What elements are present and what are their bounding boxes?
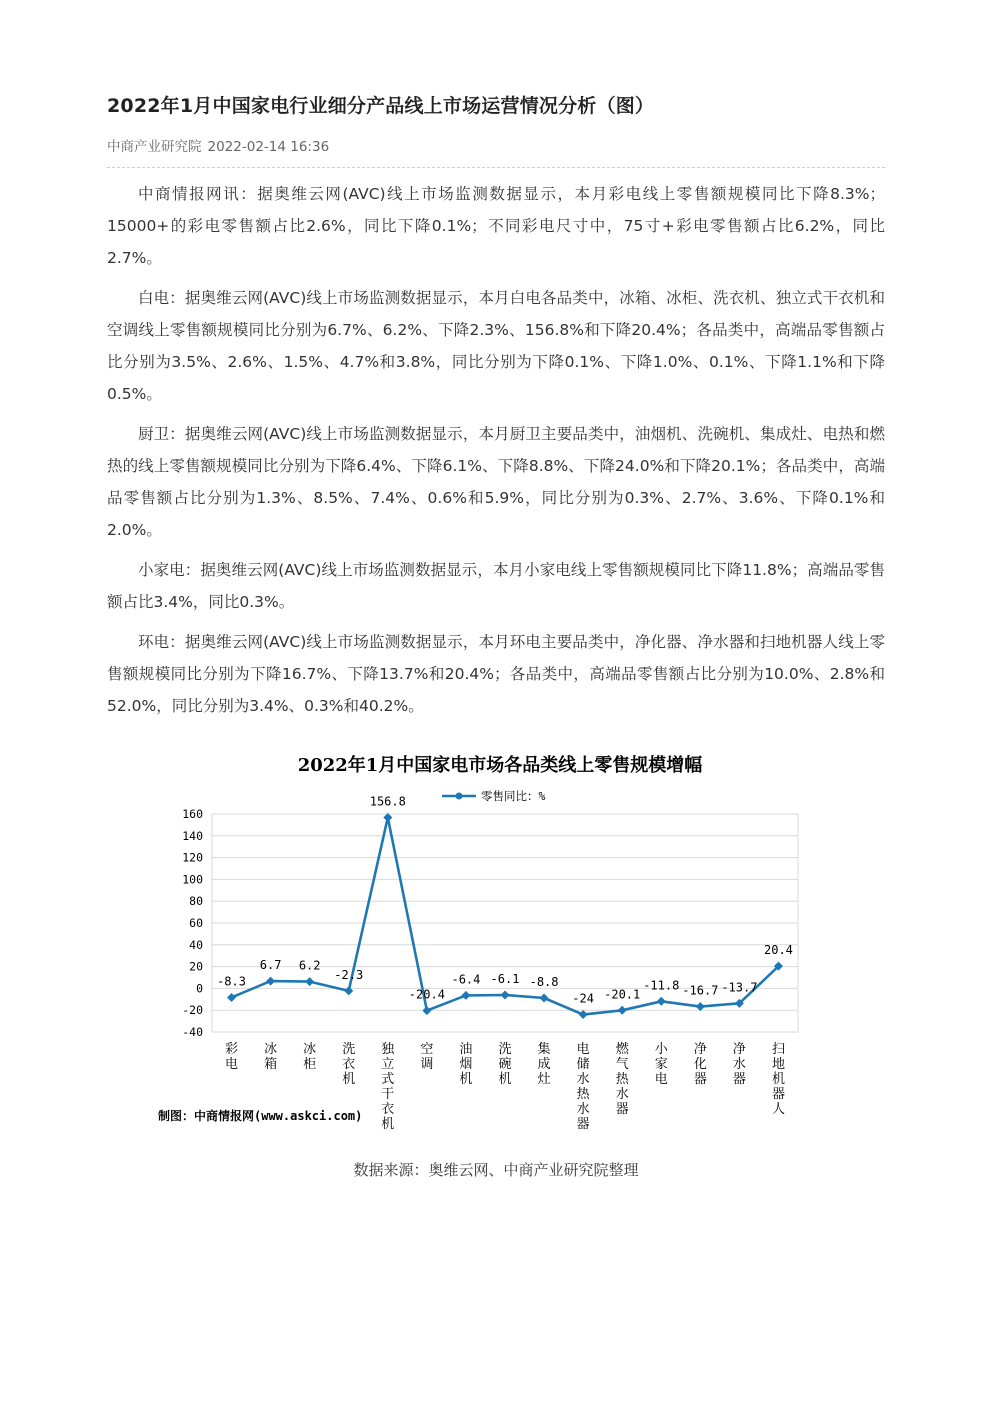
data-point	[227, 993, 236, 1002]
x-tick-label: 洗碗机	[498, 1042, 512, 1087]
x-tick-label: 净水器	[732, 1042, 746, 1087]
x-tick-label: 燃气热水器	[615, 1042, 629, 1117]
data-labels	[217, 794, 793, 1005]
x-tick-label: 冰箱	[264, 1042, 278, 1072]
data-point	[657, 997, 666, 1006]
y-tick-label: -40	[182, 1025, 203, 1039]
data-point	[461, 991, 470, 1000]
x-tick-label: 扫地机器人	[771, 1042, 785, 1117]
article	[107, 92, 885, 722]
data-label: -8.3	[217, 974, 246, 989]
y-tick-label: 0	[196, 981, 203, 996]
x-tick-label: 电储水热水器	[576, 1042, 590, 1132]
data-point	[344, 986, 353, 995]
x-tick-label: 净化器	[693, 1042, 707, 1087]
data-label: -8.8	[529, 974, 559, 989]
data-point	[501, 991, 510, 1000]
data-label: -20.4	[408, 987, 445, 1002]
paragraph-environment-appliances: 环电：据奥维云网(AVC)线上市场监测数据显示，本月环电主要品类中，净化器、净水器和扫地机器人线上零售额规模同比分别为下降16.7%、下降13.7%和20.4%；各品类中，高端品零售额占比分别为10.0%、2.8%和52.0%，同比分别为3.4%、0.3%和40.2%。	[107, 633, 885, 715]
chart-title: 2022年1月中国家电市场各品类线上零售规模增幅	[297, 755, 703, 776]
article-meta	[107, 137, 885, 157]
data-label: -6.1	[490, 972, 520, 987]
data-label: -16.7	[682, 983, 719, 998]
paragraph-kitchen-bath: 厨卫：据奥维云网(AVC)线上市场监测数据显示，本月厨卫主要品类中，油烟机、洗碗机、集成灶、电热和燃热的线上零售额规模同比分别为下降6.4%、下降6.1%、下降8.8%、下降24.0%和下降20.1%；各品类中，高端品零售额占比分别为1.3%、8.5%、7.4%、0.6%和5.9%，同比分别为0.3%、2.7%、3.6%、下降0.1%和2.0%。	[107, 425, 885, 539]
paragraph-white-goods: 白电：据奥维云网(AVC)线上市场监测数据显示，本月白电各品类中，冰箱、冰柜、洗衣机、独立式干衣机和空调线上零售额规模同比分别为6.7%、6.2%、下降2.3%、156.8%和下降20.4%；各品类中，高端品零售额占比分别为3.5%、2.6%、1.5%、4.7%和3.8%，同比分别为下降0.1%、下降1.0%、0.1%、下降1.1%和下降0.5%。	[107, 289, 885, 403]
data-point	[305, 977, 314, 986]
data-point	[266, 977, 275, 986]
data-label: 20.4	[764, 943, 793, 958]
article-datetime: 2022-02-14 16:36	[207, 139, 330, 155]
y-tick-label: 140	[182, 828, 203, 843]
figure-caption: 数据来源：奥维云网、中商产业研究院整理	[353, 1161, 639, 1179]
data-point	[579, 1010, 588, 1019]
data-point	[540, 993, 549, 1002]
data-label: -24	[572, 991, 594, 1006]
y-tick-label: 20	[189, 959, 203, 974]
article-source[interactable]: 中商产业研究院	[107, 139, 202, 155]
data-label: -2.3	[334, 967, 364, 982]
data-label: -20.1	[604, 987, 641, 1002]
data-label: -13.7	[721, 980, 758, 995]
y-tick-label: 80	[189, 894, 203, 909]
x-tick-label: 集成灶	[537, 1042, 551, 1087]
y-tick-label: 120	[182, 850, 203, 865]
chart-figure	[150, 742, 850, 1142]
y-tick-label: 40	[189, 937, 203, 952]
legend-marker-swatch	[456, 793, 463, 800]
x-tick-label: 小家电	[654, 1042, 668, 1087]
x-tick-label: 空调	[420, 1042, 434, 1072]
line-chart	[150, 742, 850, 1142]
article-title: 2022年1月中国家电行业细分产品线上市场运营情况分析（图）	[107, 95, 655, 117]
paragraph-tv: 中商情报网讯：据奥维云网(AVC)线上市场监测数据显示，本月彩电线上零售额规模同比下降8.3%；15000+的彩电零售额占比2.6%，同比下降0.1%；不同彩电尺寸中，75寸+彩电零售额占比6.2%，同比2.7%。	[107, 185, 885, 267]
x-tick-label: 冰柜	[303, 1042, 317, 1072]
chart-legend	[442, 789, 545, 803]
y-tick-label: 60	[189, 916, 203, 930]
x-tick-label: 油烟机	[459, 1042, 473, 1087]
y-tick-label: 100	[182, 872, 203, 887]
x-tick-label: 洗衣机	[342, 1042, 356, 1087]
data-label: -6.4	[451, 972, 481, 987]
title-divider	[107, 167, 885, 168]
paragraph-small-appliances: 小家电：据奥维云网(AVC)线上市场监测数据显示，本月小家电线上零售额规模同比下降11.8%；高端品零售额占比3.4%，同比0.3%。	[107, 561, 885, 611]
x-tick-label: 独立式干衣机	[381, 1042, 395, 1132]
data-point	[422, 1006, 431, 1015]
data-label: 156.8	[369, 794, 406, 809]
y-tick-label: -20	[182, 1003, 203, 1018]
x-tick-label: 彩电	[225, 1042, 239, 1072]
data-label: 6.7	[259, 958, 282, 973]
chart-credit: 制图：中商情报网(www.askci.com)	[158, 1109, 363, 1123]
y-axis-ticks	[182, 807, 203, 1039]
legend-label: 零售同比：%	[481, 789, 546, 803]
data-label: 6.2	[298, 958, 321, 973]
data-point	[618, 1006, 627, 1015]
y-tick-label: 160	[182, 807, 203, 821]
data-label: -11.8	[643, 978, 680, 993]
